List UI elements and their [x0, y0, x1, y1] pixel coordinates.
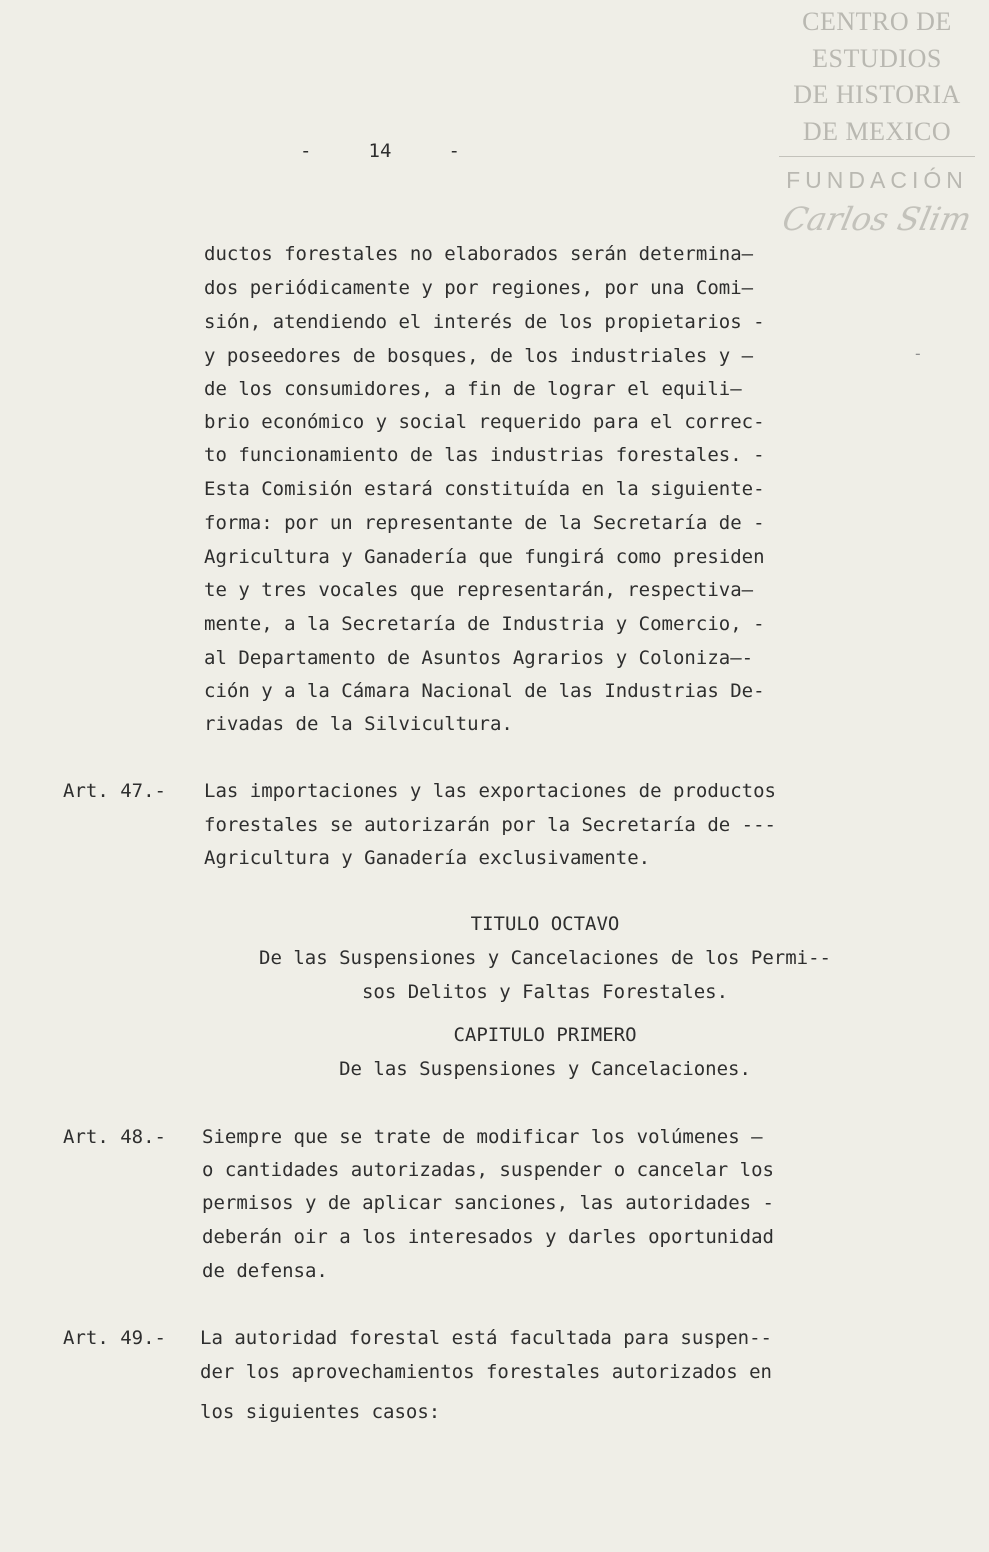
article-48-line: permisos y de aplicar sanciones, las autoridades -	[202, 1192, 774, 1214]
capitulo-subtitle: De las Suspensiones y Cancelaciones.	[339, 1058, 751, 1080]
article-49-line: der los aprovechamientos forestales autorizados en	[200, 1361, 772, 1383]
page-number-dash-right: -	[448, 140, 460, 162]
watermark-line: DE HISTORIA	[793, 80, 961, 109]
page-number	[300, 140, 460, 162]
watermark-line: DE MEXICO	[802, 116, 952, 146]
continuation-line: brio económico y social requerido para el correc-	[204, 411, 765, 433]
continuation-line: te y tres vocales que representarán, respectiva—	[204, 579, 754, 601]
continuation-line: to funcionamiento de las industrias forestales. -	[204, 444, 765, 466]
article-48-line: o cantidades autorizadas, suspender o cancelar los	[202, 1159, 774, 1181]
continuation-line: Agricultura y Ganadería que fungirá como presiden	[204, 546, 765, 568]
continuation-line: rivadas de la Silvicultura.	[204, 713, 513, 735]
capitulo-heading: CAPITULO PRIMERO	[453, 1024, 637, 1046]
article-49-line: los siguientes casos:	[200, 1401, 441, 1423]
article-47-line: Agricultura y Ganadería exclusivamente.	[204, 847, 651, 869]
watermark-signature: Carlos Slim	[779, 200, 975, 238]
article-47-label: Art. 47.-	[63, 780, 166, 802]
titulo-subtitle-line: sos Delitos y Faltas Forestales.	[361, 981, 729, 1003]
article-48-line: de defensa.	[202, 1260, 328, 1282]
continuation-line: de los consumidores, a fin de lograr el equili—	[204, 378, 742, 400]
continuation-line: sión, atendiendo el interés de los propietarios -	[204, 311, 765, 333]
continuation-line: forma: por un representante de la Secretaría de -	[204, 512, 765, 534]
article-49-line: La autoridad forestal está facultada para suspen--	[200, 1327, 772, 1349]
article-47-line: Las importaciones y las exportaciones de productos	[204, 780, 776, 802]
watermark-line: ESTUDIOS	[812, 43, 942, 73]
continuation-line: mente, a la Secretaría de Industria y Comercio, -	[204, 613, 765, 635]
continuation-line: Esta Comisión estará constituída en la siguiente-	[204, 478, 765, 500]
article-47-line: forestales se autorizarán por la Secretaría de ---	[204, 814, 776, 836]
page-number-value: 14	[368, 140, 392, 162]
continuation-line: ductos forestales no elaborados serán determina—	[204, 243, 754, 265]
watermark-divider	[779, 156, 975, 157]
continuation-line: dos periódicamente y por regiones, por una Comi—	[204, 277, 754, 299]
continuation-line: y poseedores de bosques, de los industriales y —	[204, 345, 754, 367]
watermark-foundation: FUNDACIÓN	[786, 167, 968, 193]
page-number-dash-left: -	[300, 140, 312, 162]
margin-mark: -	[913, 344, 923, 363]
watermark-line: CENTRO DE	[802, 7, 952, 36]
continuation-line: ción y a la Cámara Nacional de las Industrias De-	[204, 680, 765, 702]
article-48-line: Siempre que se trate de modificar los volúmenes —	[202, 1126, 763, 1148]
article-48-line: deberán oir a los interesados y darles oportunidad	[202, 1226, 774, 1248]
titulo-subtitle-line: De las Suspensiones y Cancelaciones de los Permi--	[259, 947, 831, 969]
article-49-label: Art. 49.-	[63, 1327, 166, 1349]
archive-watermark	[777, 4, 977, 241]
article-48-label: Art. 48.-	[63, 1126, 166, 1148]
continuation-line: al Departamento de Asuntos Agrarios y Coloniza—-	[204, 647, 754, 669]
titulo-heading: TITULO OCTAVO	[470, 913, 620, 935]
